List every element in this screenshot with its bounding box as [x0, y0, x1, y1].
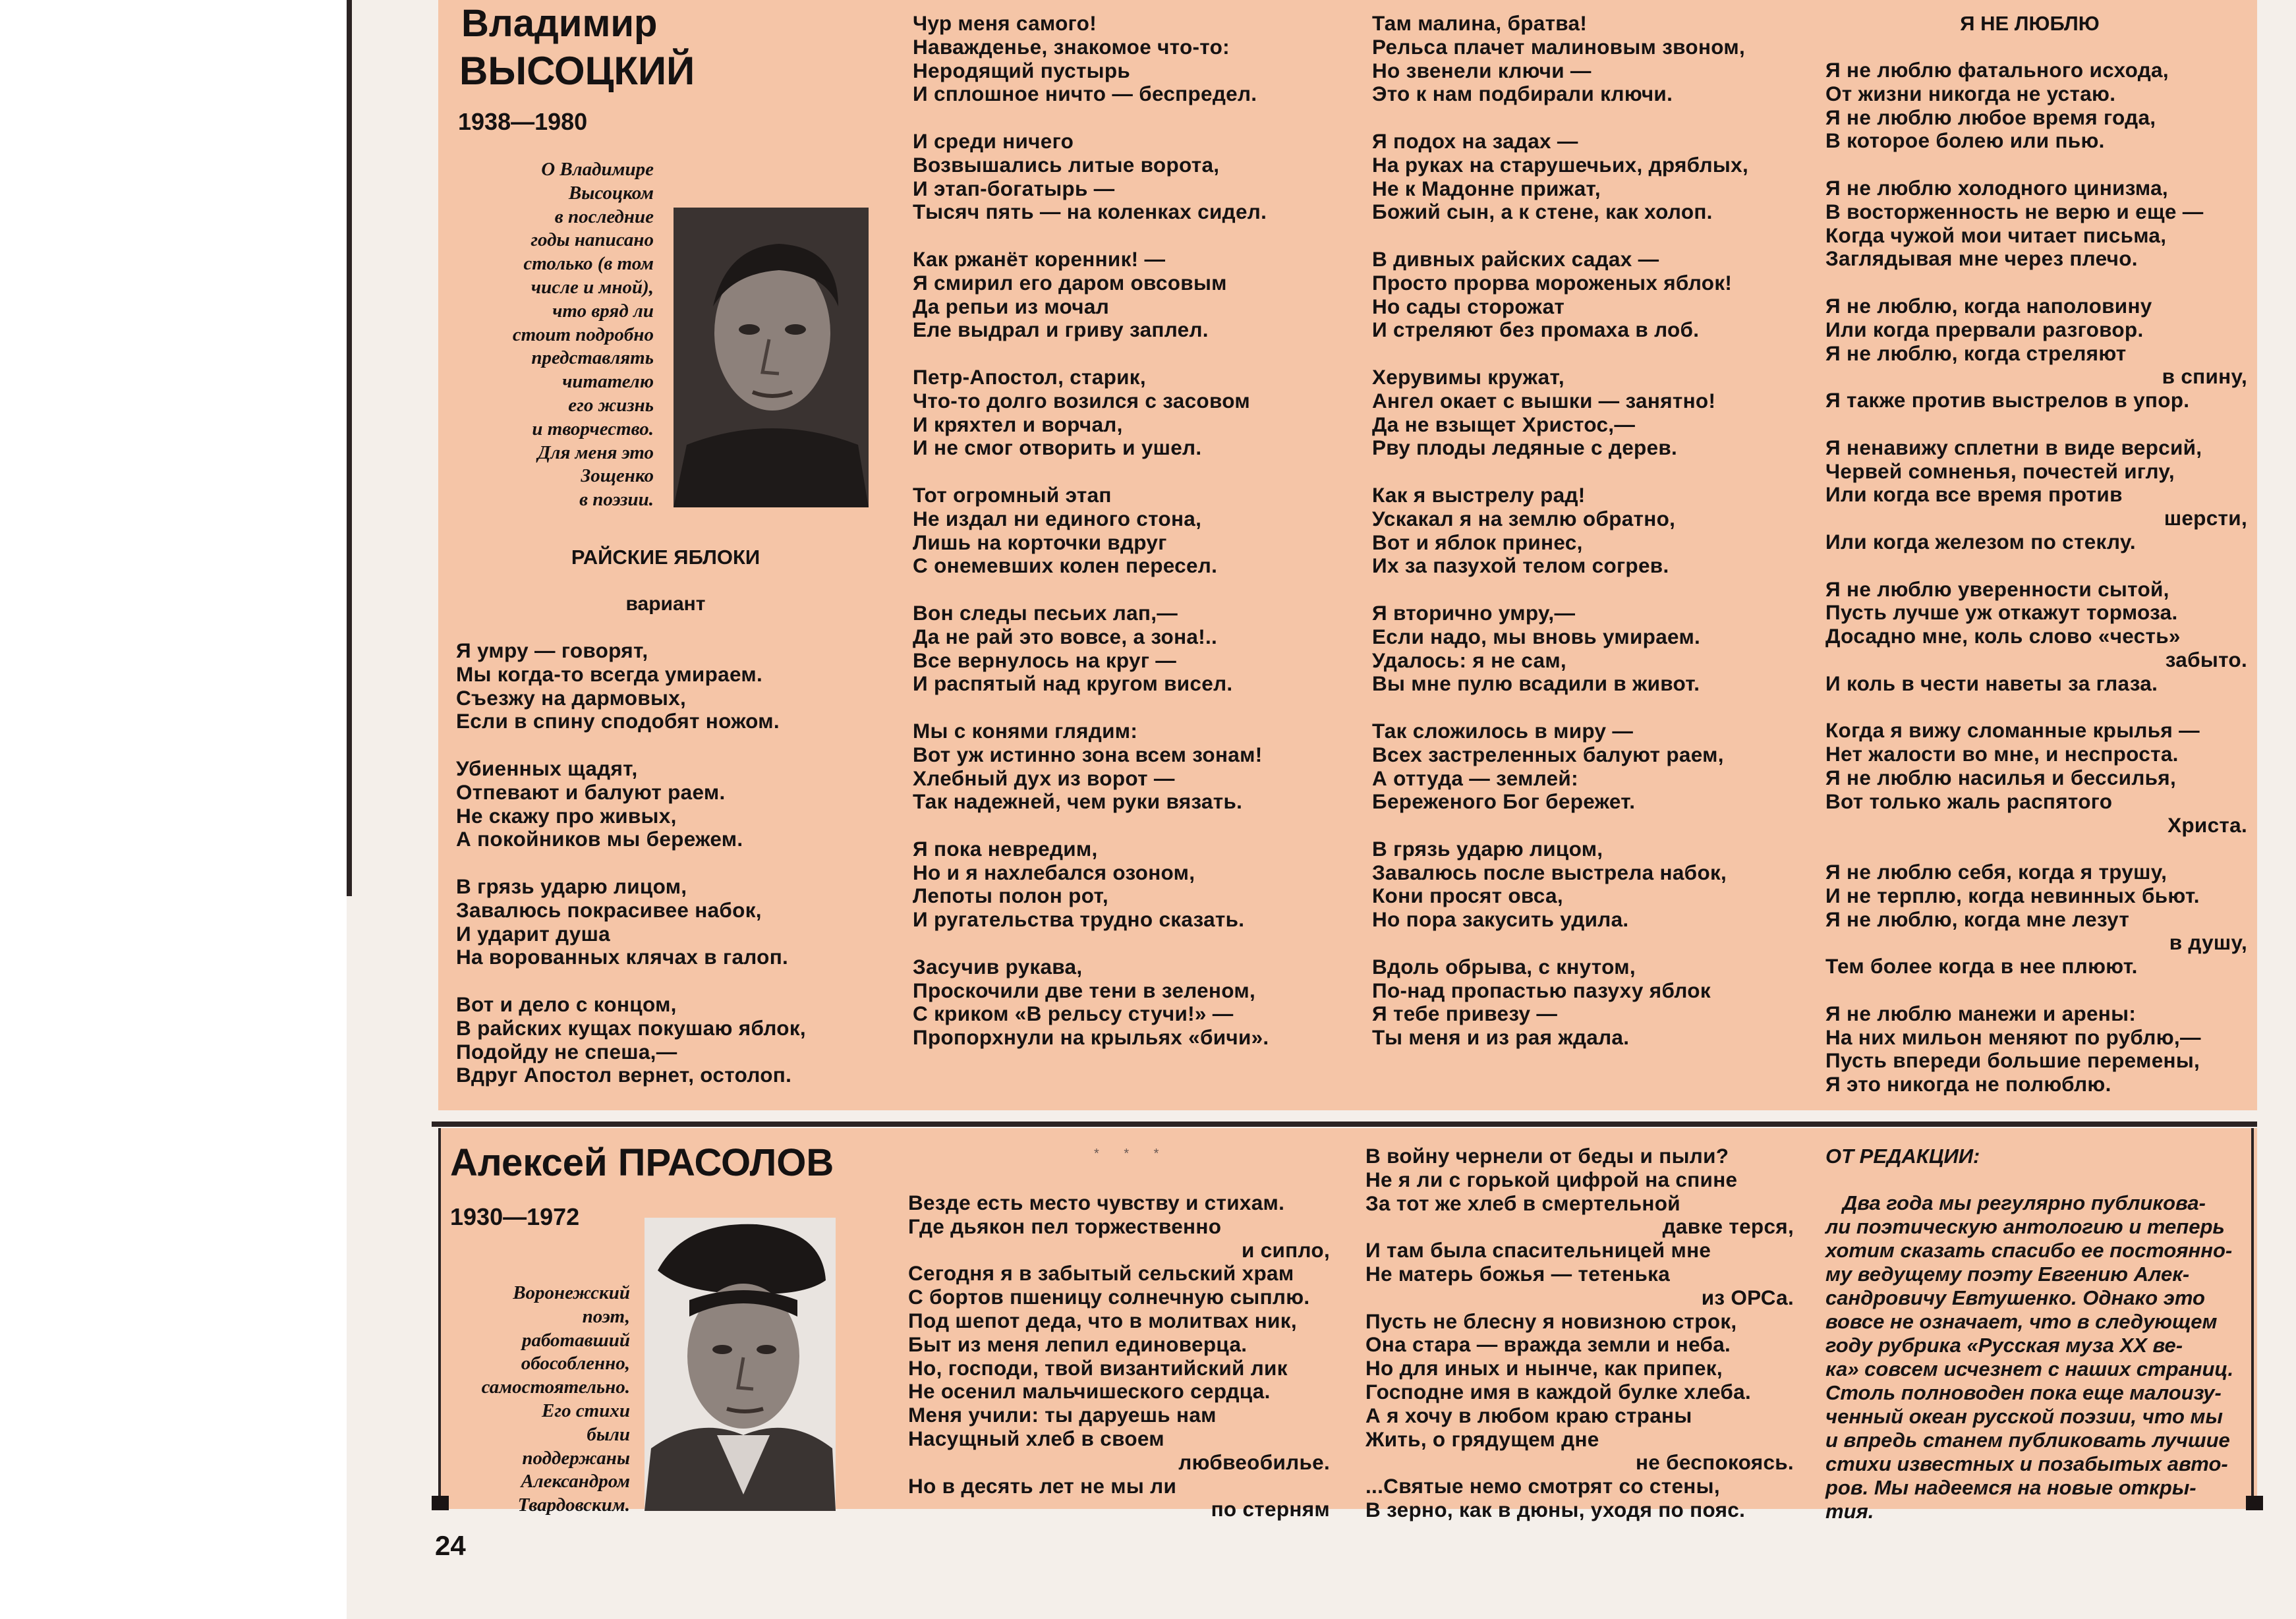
poem-line: Христа. [2167, 812, 2247, 837]
intro-line: годы написано [531, 229, 654, 251]
poem-line: Но пора закусить удила. [1372, 907, 1629, 932]
poem-line: Мы когда-то всегда умираем. [456, 662, 763, 686]
intro-line: читателю [562, 371, 654, 393]
poem-line: Еле выдрал и гриву заплел. [913, 318, 1209, 342]
stanza [1825, 861, 2247, 979]
poem-line: Тот огромный этап [913, 482, 1112, 507]
poem-line: Не к Мадонне прижат, [1372, 176, 1601, 200]
poem-line: На них мильон меняют по рублю,— [1825, 1025, 2201, 1049]
editorial-line: ченный океан русской поэзии, что мы [1825, 1405, 2223, 1428]
vysotsky-first-name: Владимир [461, 2, 658, 45]
intro-line: Воронежский [513, 1282, 630, 1303]
stanza [913, 130, 1269, 224]
poem-line: Я не люблю, когда наполовину [1825, 293, 2152, 318]
poem-line: Господне имя в каждой булке хлеба. [1365, 1379, 1751, 1404]
intro-line: Александром [521, 1471, 630, 1492]
poem-line: В дивных райских садах — [1372, 246, 1659, 271]
editorial-line: Столь полноводен пока еще малоизу- [1825, 1381, 2222, 1404]
poem-line: Завалюсь покрасивее набок, [456, 897, 762, 922]
intro-line: в поэзии. [579, 489, 654, 511]
stanza [913, 12, 1269, 106]
poem-line: Вон следы песьих лап,— [913, 600, 1178, 625]
poem-line: Когда чужой мои читает письма, [1825, 223, 2167, 247]
poem-line: И среди ничего [913, 128, 1074, 153]
poem-line: Но и я нахлебался озоном, [913, 860, 1195, 884]
poem-line: От жизни никогда не устаю. [1825, 81, 2116, 105]
intro-line: числе и мной), [531, 276, 654, 298]
poem-line: из ОРСа. [1701, 1285, 1794, 1309]
poem-line: Кони просят овса, [1372, 884, 1563, 908]
stanza [1825, 177, 2247, 271]
poem-line: Лепоты полон рот, [913, 884, 1108, 908]
poem-line: Я не люблю уверенности сытой, [1825, 577, 2169, 601]
prasolov-name [450, 1140, 834, 1186]
intro-line: самостоятельно. [481, 1377, 630, 1398]
stanza [913, 955, 1269, 1050]
poem-line: Что-то долго возился с засовом [913, 388, 1250, 412]
poem-line: Херувимы кружат, [1372, 364, 1564, 389]
poem-line: Пусть лучше уж откажут тормоза. [1825, 600, 2178, 625]
poem-line: ...Святые немо смотрят со стены, [1365, 1474, 1720, 1498]
editorial-line: сандровичу Евтушенко. Однако это [1825, 1286, 2205, 1309]
editorial-line: ка» совсем исчезнет с наших страниц. [1825, 1357, 2234, 1380]
poem-line: любвеобилье. [1178, 1450, 1330, 1474]
intro-line: что вряд ли [552, 300, 654, 322]
poem-line: А покойников мы бережем. [456, 827, 743, 851]
poem-line: Не скажу про живых, [456, 803, 677, 828]
poem-line: Это к нам подбирали ключи. [1372, 82, 1673, 106]
poem-line: Вдруг Апостол вернет, остолоп. [456, 1063, 792, 1087]
poem-line: Тем более когда в нее плюют. [1825, 954, 2138, 979]
poem-line: Я не люблю себя, когда я трушу, [1825, 860, 2167, 884]
poem-line: И кряхтел и ворчал, [913, 412, 1123, 436]
poem-line: Я не люблю фатального исхода, [1825, 58, 2169, 82]
poem-line: Как я выстрелу рад! [1372, 482, 1586, 507]
poem-line: Я также против выстрелов в упор. [1825, 388, 2190, 412]
poem-line: давке терся, [1662, 1214, 1794, 1239]
poem-line: Вот уж истинно зона всем зонам! [913, 742, 1263, 766]
stanza [1372, 12, 1748, 106]
poem-line: На руках на старушечьих, дряблых, [1372, 152, 1749, 177]
editorial-line: хотим сказать спасибо ее постоянно- [1825, 1239, 2233, 1262]
poem-line: Чур меня самого! [913, 11, 1097, 35]
intro-line: стоит подробно [512, 324, 654, 345]
editorial-line: году рубрика «Русская муза XX ве- [1825, 1334, 2183, 1357]
poem-line: Но для иных и нынче, как припек, [1365, 1356, 1723, 1380]
poem-line: Засучив рукава, [913, 954, 1083, 979]
poem-line: Там малина, братва! [1372, 11, 1588, 35]
poem-line: Не осенил мальчишеского сердца. [908, 1379, 1271, 1404]
poem-line: Быт из меня лепил единоверца. [908, 1332, 1248, 1356]
intro-line: Его стихи [542, 1400, 630, 1421]
corner-mark [432, 1496, 449, 1510]
left-border [438, 1128, 441, 1510]
stanza [456, 639, 806, 733]
poem-line: И распятый над кругом висел. [913, 671, 1233, 696]
poem-line: Хлебный дух из ворот — [913, 766, 1175, 790]
poem-line: в душу, [2169, 930, 2247, 955]
poem-line: Пусть впереди большие перемены, [1825, 1048, 2200, 1073]
prasolov-first-name: Алексей [450, 1141, 608, 1184]
poem-line: Жить, о грядущем дне [1365, 1427, 1599, 1451]
poem-line: В райских кущах покушаю яблок, [456, 1015, 806, 1040]
vysotsky-intro [461, 158, 654, 512]
poem-line: Петр-Апостол, старик, [913, 364, 1146, 389]
poem-line: И стреляют без промаха в лоб. [1372, 318, 1700, 342]
stanza [1825, 578, 2247, 696]
poem-line: Божий сын, а к стене, как холоп. [1372, 200, 1713, 224]
poem-line: Вдоль обрыва, с кнутом, [1372, 954, 1636, 979]
poem-line: по стерням [1211, 1497, 1330, 1521]
poem-line: Так надежней, чем руки вязать. [913, 789, 1243, 814]
poem-line: Где дьякон пел торжественно [908, 1214, 1222, 1238]
poem-line: И там была спасительницей мне [1365, 1238, 1711, 1263]
poem-line: И этап-богатырь — [913, 176, 1115, 200]
stanza [1372, 838, 1748, 932]
section-divider [432, 1122, 2257, 1127]
poem-line: Да не рай это вовсе, а зона!.. [913, 624, 1218, 648]
poem-line: Не матерь божья — тетенька [1365, 1261, 1671, 1286]
editorial-line: вовсе не означает, что в следующем [1825, 1310, 2218, 1333]
stanza [1372, 366, 1748, 460]
poem-line: Да репьи из мочал [913, 294, 1110, 318]
poem-line: Ты меня и из рая ждала. [1372, 1025, 1630, 1050]
poem-line: Она стара — вражда земли и неба. [1365, 1332, 1731, 1357]
poem-line: Под шепот деда, что в молитвах ник, [908, 1308, 1297, 1332]
poem-line: шерсти, [2164, 506, 2247, 530]
corner-mark [2246, 1496, 2263, 1510]
stanza [913, 484, 1269, 578]
poem-line: Я смирил его даром овсовым [913, 270, 1227, 295]
stanza [456, 875, 806, 969]
editorial-line: и впредь станем публиковать лучшие [1825, 1429, 2230, 1452]
stanza [913, 720, 1269, 814]
editorial-line: стихи известных и позабытых авто- [1825, 1452, 2228, 1475]
editorial-line: ли поэтическую антологию и теперь [1825, 1215, 2225, 1238]
poem-line: И ударит душа [456, 921, 610, 946]
poem-line: Я тебе привезу — [1372, 1002, 1558, 1026]
poem-line: в спину, [2162, 364, 2247, 389]
poem-line: Я не люблю, когда мне лезут [1825, 907, 2130, 931]
poem-line: Убиенных щадят, [456, 756, 638, 780]
prasolov-column-3 [1365, 1145, 1794, 1522]
poem-line: Вы мне пулю всадили в живот. [1372, 671, 1700, 696]
poem-line: Но сады сторожат [1372, 294, 1565, 318]
poem-line: Лишь на корточки вдруг [913, 530, 1167, 554]
poem-line: Или когда все время против [1825, 482, 2123, 507]
poem-line: Так сложилось в миру — [1372, 718, 1634, 743]
right-border [2251, 1128, 2254, 1510]
poem-line: Подойду не спеша,— [456, 1039, 677, 1064]
poem-line: И коль в чести наветы за глаза. [1825, 671, 2158, 695]
poem-line: Когда я вижу сломанные крылья — [1825, 718, 2200, 743]
intro-line: столько (в том [523, 253, 654, 275]
stanza [1372, 720, 1748, 814]
poem-line: Съезжу на дармовых, [456, 685, 687, 710]
poem-line: Возвышались литые ворота, [913, 152, 1220, 177]
poem-line: И не смог отворить и ушел. [913, 436, 1202, 460]
poem-line: Червей сомненья, почестей иглу, [1825, 459, 2175, 483]
stanza [913, 838, 1269, 932]
poem-line: Сегодня я в забытый сельский храм [908, 1261, 1294, 1286]
stanza [1372, 130, 1748, 224]
poem-line: А я хочу в любом краю страны [1365, 1403, 1692, 1427]
poem-line: Вот только жаль распятого [1825, 789, 2113, 813]
poem-line: Мы с конями глядим: [913, 718, 1138, 743]
intro-line: и творчество. [532, 418, 654, 440]
poem-line: Проскочили две тени в зеленом, [913, 978, 1256, 1002]
poem-line: Просто прорва мороженых яблок! [1372, 270, 1733, 295]
stanza [1825, 719, 2247, 837]
poem-line: Я не люблю манежи и арены: [1825, 1001, 2137, 1025]
stanza [913, 366, 1269, 460]
poem-line: С криком «В рельсу стучи!» — [913, 1002, 1234, 1026]
poem-title-ya-ne-lyublyu: Я НЕ ЛЮБЛЮ [1960, 12, 2100, 35]
stanza [456, 993, 806, 1087]
poem-line: Вот и дело с концом, [456, 992, 677, 1016]
stanza [456, 757, 806, 851]
poem-line: Ангел окает с вышки — занятно! [1372, 388, 1716, 412]
intro-line: поддержаны [522, 1447, 630, 1469]
poem-line: Я пока невредим, [913, 836, 1098, 861]
poem-line: Пропорхнули на крыльях «бичи». [913, 1025, 1269, 1050]
portrait-image [645, 1218, 836, 1511]
intro-line: в последние [554, 206, 654, 227]
stanza [1825, 1002, 2247, 1096]
intro-line: Для меня это [537, 441, 654, 463]
page-edge [347, 0, 352, 896]
vysotsky-photo [674, 208, 869, 507]
poem-line: Все вернулось на круг — [913, 648, 1177, 672]
poem-line: По-над пропастью пазуху яблок [1372, 978, 1711, 1002]
editorial-line: Два года мы регулярно публикова- [1825, 1191, 2206, 1214]
editorial-line: ров. Мы надеемся на новые откры- [1825, 1476, 2196, 1499]
poem-line: Меня учили: ты даруешь нам [908, 1403, 1217, 1427]
poem-line: На ворованных клячах в галоп. [456, 945, 789, 969]
prasolov-years: 1930—1972 [450, 1203, 580, 1230]
poem-line: В восторженность не верю и еще — [1825, 199, 2204, 223]
poem-line: В которое болею или пью. [1825, 128, 2105, 153]
poem-line: Не я ли с горькой цифрой на спине [1365, 1167, 1738, 1191]
poem-line: Да не взыщет Христос,— [1372, 412, 1636, 436]
intro-line: обособленно, [521, 1353, 630, 1375]
intro-line: были [587, 1423, 630, 1445]
poem-line: Если надо, мы вновь умираем. [1372, 624, 1701, 648]
prasolov-last-name: ПРАСОЛОВ [617, 1141, 834, 1184]
poem-line: Завалюсь после выстрела набок, [1372, 860, 1727, 884]
intro-line: представлять [531, 347, 654, 369]
intro-line: Твардовским. [517, 1494, 630, 1516]
poem-line: Везде есть место чувству и стихам. [908, 1191, 1285, 1214]
poem-line: Я подох на задах — [1372, 128, 1578, 153]
poem-line: И не терплю, когда невинных бьют. [1825, 883, 2200, 907]
poem-column-2 [913, 12, 1269, 1073]
poem-line: Неродящий пустырь [913, 58, 1131, 82]
poem-line: Тысяч пять — на коленках сидел. [913, 200, 1267, 224]
poem-line: Я не люблю, когда стреляют [1825, 341, 2127, 365]
vysotsky-last-name: ВЫСОЦКИЙ [459, 49, 695, 93]
poem-line: Я умру — говорят, [456, 639, 648, 662]
poem-line: и сипло, [1241, 1237, 1330, 1262]
poem-line: Заглядывая мне через плечо. [1825, 246, 2138, 271]
poem-line: Как ржанёт коренник! — [913, 246, 1166, 271]
poem-line: не беспокоясь. [1635, 1450, 1794, 1475]
poem-line: Но звенели ключи — [1372, 58, 1592, 82]
poem-column-4 [1825, 59, 2247, 1120]
poem-line: Но в десять лет не мы ли [908, 1473, 1177, 1498]
poem-line: Их за пазухой телом согрев. [1372, 554, 1669, 578]
poem-line: Насущный хлеб в своем [908, 1426, 1164, 1450]
poem-line: И сплошное ничто — беспредел. [913, 82, 1257, 106]
stanza [1825, 59, 2247, 153]
poem-line: Береженого Бог бережет. [1372, 789, 1636, 814]
prasolov-column-2 [908, 1191, 1330, 1521]
intro-line: Высоцком [568, 182, 654, 204]
poem-line: За тот же хлеб в смертельной [1365, 1191, 1680, 1215]
editorial-title: ОТ РЕДАКЦИИ: [1825, 1145, 1980, 1168]
poem-line: Я не люблю насилья и бессилья, [1825, 765, 2177, 789]
poem-column-3 [1372, 12, 1748, 1073]
stanza [1372, 484, 1748, 578]
prasolov-intro [461, 1282, 630, 1518]
poem-line: забыто. [2165, 647, 2247, 671]
poem-line: В зерно, как в дюны, уходя по пояс. [1365, 1497, 1746, 1521]
poem-subtitle: вариант [625, 593, 706, 615]
editorial-text [1825, 1191, 2233, 1523]
poem-line: Рву плоды ледяные с дерев. [1372, 436, 1678, 460]
intro-line: работавший [521, 1329, 630, 1351]
portrait-image [674, 208, 869, 507]
intro-line: О Владимире [541, 159, 654, 180]
stanza [913, 602, 1269, 696]
poem-line: Досадно мне, коль слово «честь» [1825, 624, 2181, 648]
poem-line: С бортов пшеницу солнечную сыплю. [908, 1285, 1310, 1309]
poem-line: Вот и яблок принес, [1372, 530, 1583, 554]
editorial-line: тия. [1825, 1500, 1874, 1523]
stanza [1372, 955, 1748, 1050]
vysotsky-years: 1938—1980 [458, 108, 588, 135]
page-number: 24 [435, 1530, 466, 1561]
poem-line: Всех застреленных балуют раем, [1372, 742, 1724, 766]
stanza [1372, 602, 1748, 696]
poem-line: Не издал ни единого стона, [913, 506, 1202, 530]
poem-line: Удалось: я не сам, [1372, 648, 1566, 672]
stanza [1825, 295, 2247, 412]
stanza [913, 248, 1269, 342]
poem-line: Если в спину сподобят ножом. [456, 709, 780, 733]
poem-line: Или когда прервали разговор. [1825, 317, 2144, 341]
intro-line: Зощенко [581, 465, 654, 487]
section-stars: * * * [1094, 1147, 1170, 1161]
poem-line: Рельса плачет малиновым звоном, [1372, 34, 1746, 59]
poem-line: А оттуда — землей: [1372, 766, 1578, 790]
poem-line: В грязь ударю лицом, [456, 874, 687, 898]
poem-line: Я не люблю любое время года, [1825, 105, 2156, 129]
poem-line: Ускакал я на землю обратно, [1372, 506, 1676, 530]
poem-line: В грязь ударю лицом, [1372, 836, 1603, 861]
intro-line: его жизнь [568, 394, 654, 416]
poem-line: Нет жалости во мне, и неспроста. [1825, 742, 2179, 766]
editorial-line: му ведущему поэту Евгению Алек- [1825, 1263, 2190, 1286]
poem-line: Я ненавижу сплетни в виде версий, [1825, 435, 2202, 459]
poem-line: Но, господи, твой византийский лик [908, 1355, 1288, 1380]
stanza [1372, 248, 1748, 342]
prasolov-photo [645, 1218, 836, 1511]
stanza [1825, 436, 2247, 554]
poem-line: И ругательства трудно сказать. [913, 907, 1245, 932]
poem-line: Я это никогда не полюблю. [1825, 1072, 2111, 1096]
poem-line: Я не люблю холодного цинизма, [1825, 175, 2168, 200]
poem-line: С онемевших колен пересел. [913, 554, 1218, 578]
poem-line: Или когда железом по стеклу. [1825, 529, 2136, 554]
poem-line: Наважденье, знакомое что-то: [913, 34, 1230, 59]
intro-line: поэт, [582, 1305, 630, 1327]
poem-column-1 [456, 639, 806, 1111]
poem-title-rajskie-yabloki: РАЙСКИЕ ЯБЛОКИ [571, 546, 761, 569]
poem-line: В войну чернели от беды и пыли? [1365, 1144, 1729, 1168]
poem-line: Пусть не блесну я новизною строк, [1365, 1309, 1737, 1333]
poem-line: Отпевают и балуют раем. [456, 780, 726, 804]
poem-line: Я вторично умру,— [1372, 600, 1576, 625]
